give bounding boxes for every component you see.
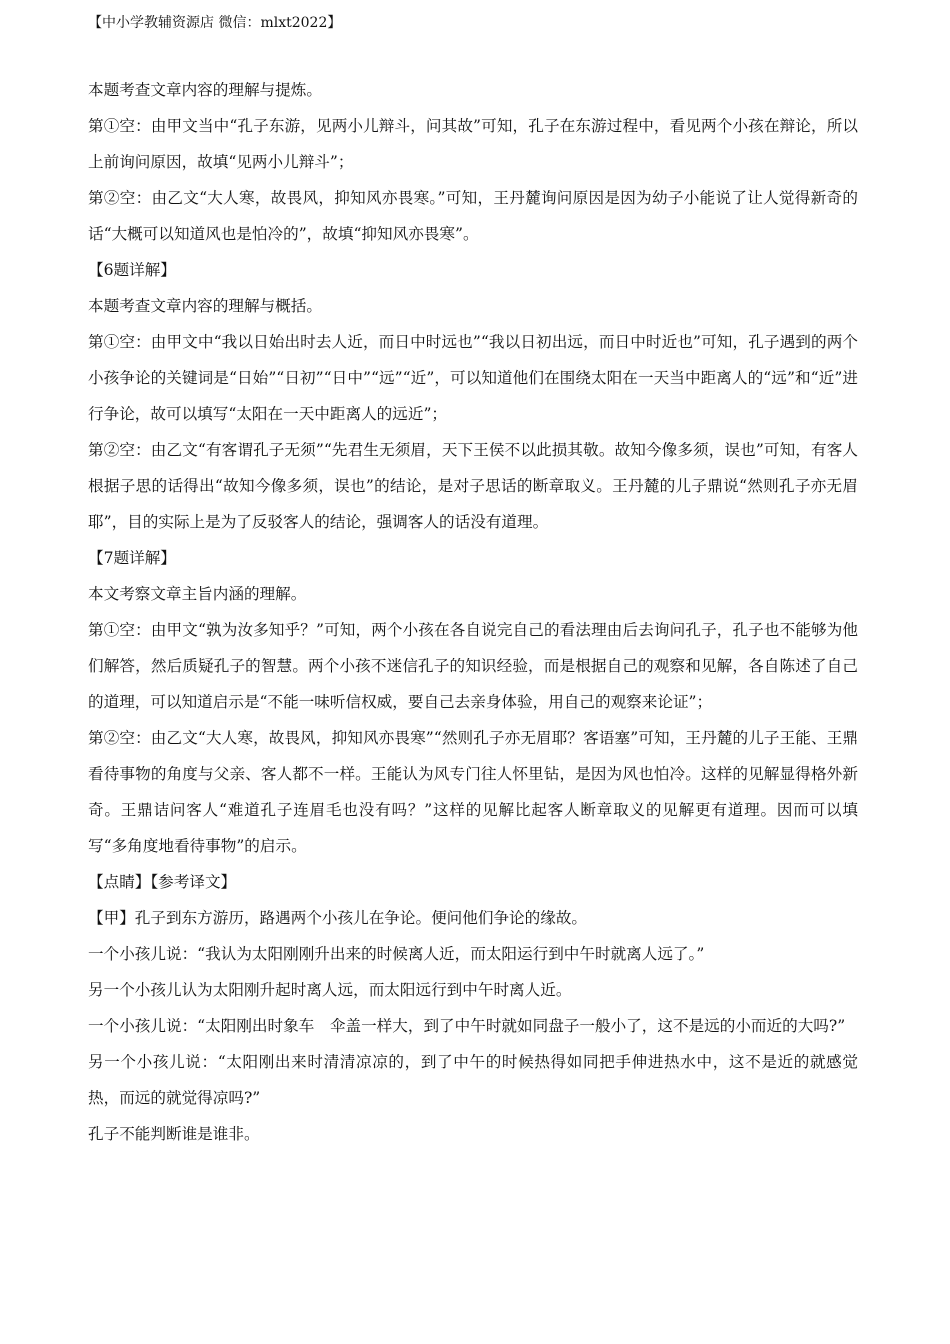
paragraph: 第②空：由乙文“大人寒，故畏风，抑知风亦畏寒。”可知，王丹麓询问原因是因为幼子小能说了让人觉得新奇的话“大概可以知道风也是怕冷的”，故填“抑知风亦畏寒”。	[88, 189, 858, 243]
paragraph: 第①空：由甲文中“我以日始出时去人近，而日中时远也”“我以日初出远，而日中时近也”可知，孔子遇到的两个小孩争论的关键词是“日始”“日初”“日中”“远”“近”，可以知道他们在围绕太阳在一天当中距离人的“远”和“近”进行争论，故可以填写“太阳在一天中距离人的远近”；	[88, 333, 858, 423]
paragraph: 本题考查文章内容的理解与提炼。	[88, 81, 322, 99]
paragraph: 第②空：由乙文“有客谓孔子无须”“先君生无须眉，天下王侯不以此损其敬。故知今像多须，误也”可知，有客人根据子思的话得出“故知今像多须，误也”的结论，是对子思话的断章取义。王丹麓的儿子鼎说“然则孔子亦无眉耶”，目的实际上是为了反驳客人的结论，强调客人的话没有道理。	[88, 441, 858, 531]
paragraph: 本文考察文章主旨内涵的理解。	[88, 585, 307, 603]
paragraph: 一个小孩儿说：“太阳刚出时象车 伞盖一样大，到了中午时就如同盘子一般小了，这不是远的小而近的大吗?”	[88, 1017, 846, 1035]
document-body	[88, 72, 858, 1152]
paragraph: 【甲】孔子到东方游历，路遇两个小孩儿在争论。便问他们争论的缘故。	[88, 909, 588, 927]
section-heading: 【7题详解】	[88, 549, 176, 567]
paragraph: 第①空：由甲文“孰为汝多知乎？”可知，两个小孩在各自说完自己的看法理由后去询问孔子，孔子也不能够为他们解答，然后质疑孔子的智慧。两个小孩不迷信孔子的知识经验，而是根据自己的观察和见解，各自陈述了自己的道理，可以知道启示是“不能一味听信权威，要自己去亲身体验，用自己的观察来论证”；	[88, 621, 858, 711]
paragraph: 孔子不能判断谁是谁非。	[88, 1125, 260, 1143]
page-header: 【中小学教辅资源店 微信：mlxt2022】	[88, 15, 342, 31]
paragraph: 本题考查文章内容的理解与概括。	[88, 297, 322, 315]
paragraph: 一个小孩儿说：“我认为太阳刚刚升出来的时候离人近，而太阳运行到中午时就离人远了。”	[88, 945, 705, 963]
section-heading: 【6题详解】	[88, 261, 176, 279]
paragraph: 另一个小孩儿认为太阳刚升起时离人远，而太阳远行到中午时离人近。	[88, 981, 572, 999]
paragraph: 第②空：由乙文“大人寒，故畏风，抑知风亦畏寒”“然则孔子亦无眉耶？客语塞”可知，王丹麓的儿子王能、王鼎看待事物的角度与父亲、客人都不一样。王能认为风专门往人怀里钻，是因为风也怕冷。这样的见解显得格外新奇。王鼎诘问客人“难道孔子连眉毛也没有吗？”这样的见解比起客人断章取义的见解更有道理。因而可以填写“多角度地看待事物”的启示。	[88, 729, 858, 855]
paragraph: 第①空：由甲文当中“孔子东游，见两小儿辩斗，问其故”可知，孔子在东游过程中，看见两个小孩在辩论，所以上前询问原因，故填“见两小儿辩斗”；	[88, 117, 858, 171]
section-heading: 【点睛】【参考译文】	[88, 873, 237, 891]
paragraph: 另一个小孩儿说：“太阳刚出来时清清凉凉的，到了中午的时候热得如同把手伸进热水中，这不是近的就感觉热，而远的就觉得凉吗?”	[88, 1053, 858, 1107]
